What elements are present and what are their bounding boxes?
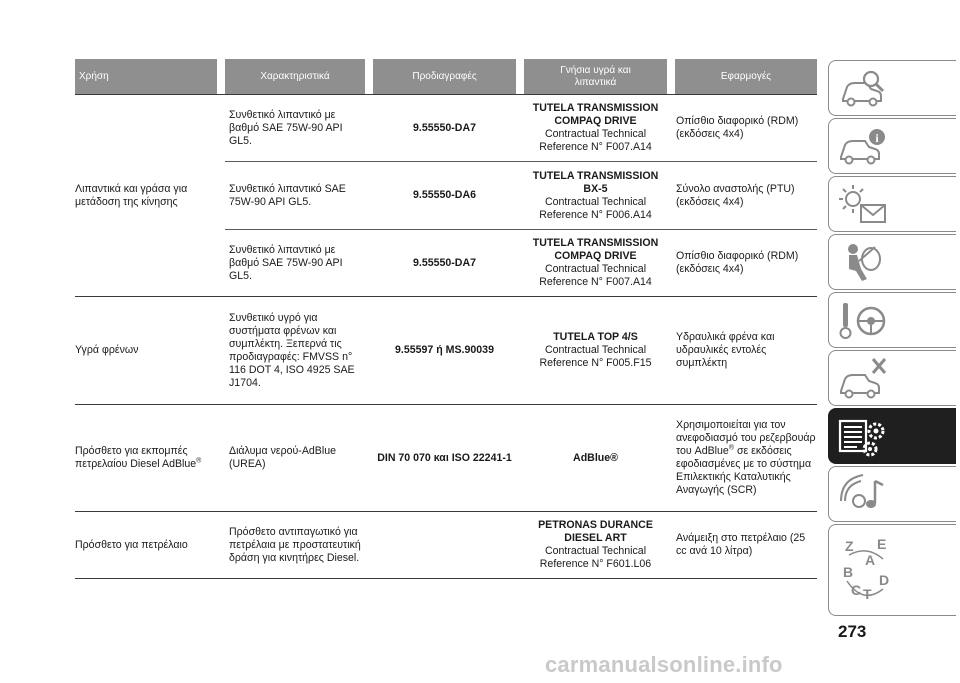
alphabet-index-icon [837,529,889,611]
car-audio-icon [837,471,889,519]
svg-text:T: T [863,586,872,602]
column-header-specifications: Προδιαγραφές [373,59,516,94]
table-bottom-rule [75,578,817,579]
table-cell-genuine [524,95,667,161]
table-cell-genuine [524,512,667,578]
svg-text:A: A [865,552,876,568]
svg-text:Z: Z [845,538,854,554]
product-reference: Contractual Technical Reference N° F007.A14 [539,128,652,153]
table-cell-characteristics: Συνθετικό λιπαντικό με βαθμό SAE 75W-90 API GL5. [229,108,343,147]
table-cell-specification: 9.55550-DA6 [412,189,476,201]
table-cell-application: Ανάμειξη στο πετρέλαιο (25 cc ανά 10 λίτρα) [676,532,806,557]
page-number: 273 [838,622,867,641]
table-cell-characteristics: Διάλυμα νερού-AdBlue (UREA) [229,445,336,470]
chapter-tab-lights[interactable] [828,176,956,232]
table-cell-use: Λιπαντικά και γράσα για μετάδοση της κίνησης [75,182,188,208]
chapter-tab-safety[interactable] [828,234,956,290]
table-cell-use: Πρόσθετο για εκπομπές πετρελαίου Diesel AdBlue® [75,445,202,470]
table-cell-application: Οπίσθιο διαφορικό (RDM) (εκδόσεις 4x4) [676,250,799,275]
column-header-characteristics: Χαρακτηριστικά [225,59,365,94]
svg-text:i: i [875,131,879,145]
product-name: TUTELA TRANSMISSION COMPAQ DRIVE [532,102,659,127]
airbag-person-icon [837,239,889,287]
table-cell-characteristics: Συνθετικό λιπαντικό SAE 75W-90 API GL5. [229,182,346,208]
chapter-tab-emergency[interactable] [828,350,956,406]
table-cell-application: Οπίσθιο διαφορικό (RDM) (εκδόσεις 4x4) [676,115,799,140]
table-cell-genuine [524,297,667,404]
document-gears-icon [837,413,889,461]
product-name: TUTELA TRANSMISSION BX-5 [532,169,659,195]
table-cell-characteristics: Συνθετικό λιπαντικό με βαθμό SAE 75W-90 API GL5. [229,243,343,282]
chapter-tab-multimedia[interactable] [828,466,956,522]
watermark: carmanualsonline.info [545,652,783,677]
table-cell-specification: 9.55597 ή MS.90039 [395,344,494,356]
product-reference: Contractual Technical Reference N° F005.F15 [539,344,652,369]
steering-wheel-key-icon [837,297,889,345]
table-cell-genuine [524,405,667,511]
table-cell-use: Υγρά φρένων [75,344,139,356]
car-search-icon [837,65,889,113]
product-name: TUTELA TRANSMISSION COMPAQ DRIVE [532,237,659,262]
chapter-tab-index[interactable] [828,524,956,616]
product-reference: Contractual Technical Reference N° F601.L06 [539,545,652,570]
product-name: TUTELA TOP 4/S [553,331,638,343]
car-info-icon [837,123,889,171]
lights-mail-icon [837,181,889,229]
column-header-genuine-fluids: Γνήσια υγρά και λιπαντικά [524,59,667,94]
product-reference: Contractual Technical Reference N° F007.A14 [539,263,652,288]
table-cell-specification: 9.55550-DA7 [412,121,476,134]
svg-text:B: B [843,564,854,580]
table-cell-application: Χρησιμοποιείται για τον ανεφοδιασμό του ρεζερβουάρ του AdBlue® σε εκδόσεις εφοδιασμένες με το σύστημα Επιλεκτικής Καταλυτικής Αναγωγής (SCR) [676,419,816,496]
column-header-use: Χρήση [75,59,217,94]
table-cell-use: Πρόσθετο για πετρέλαιο [75,538,188,551]
svg-text:D: D [879,572,889,588]
chapter-tab-technical-data[interactable] [828,408,956,464]
table-cell-genuine [524,162,667,229]
table-cell-specification: DIN 70 070 και ISO 22241-1 [377,451,512,464]
table-cell-genuine [524,230,667,296]
chapter-tab-dashboard[interactable] [828,60,956,116]
product-name: AdBlue® [573,451,618,464]
product-reference: Contractual Technical Reference N° F006.A14 [539,195,652,221]
registered-mark: ® [728,444,734,452]
column-header-applications: Εφαρμογές [675,59,817,94]
table-cell-specification: 9.55550-DA7 [412,256,476,269]
table-cell-application: Υδραυλικά φρένα και υδραυλικές εντολές συμπλέκτη [676,331,775,369]
svg-text:C: C [851,582,862,598]
table-cell-characteristics: Συνθετικό υγρό για συστήματα φρένων και συμπλέκτη. Ξεπερνά τις προδιαγραφές: FMVSS n° 116 DOT 4, ISO 4925 SAE J1704. [229,311,355,389]
table-cell-characteristics: Πρόσθετο αντιπαγωτικό για πετρέλαια με προστατευτική δράση για κινητήρες Diesel. [229,525,361,564]
table-cell-application: Σύνολο αναστολής (PTU) (εκδόσεις 4x4) [676,182,795,208]
svg-text:E: E [877,536,887,552]
registered-mark: ® [196,457,202,465]
product-name: PETRONAS DURANCE DIESEL ART [538,519,653,544]
car-tools-icon [837,355,889,403]
chapter-tab-info[interactable] [828,118,956,174]
chapter-tab-driving[interactable] [828,292,956,348]
